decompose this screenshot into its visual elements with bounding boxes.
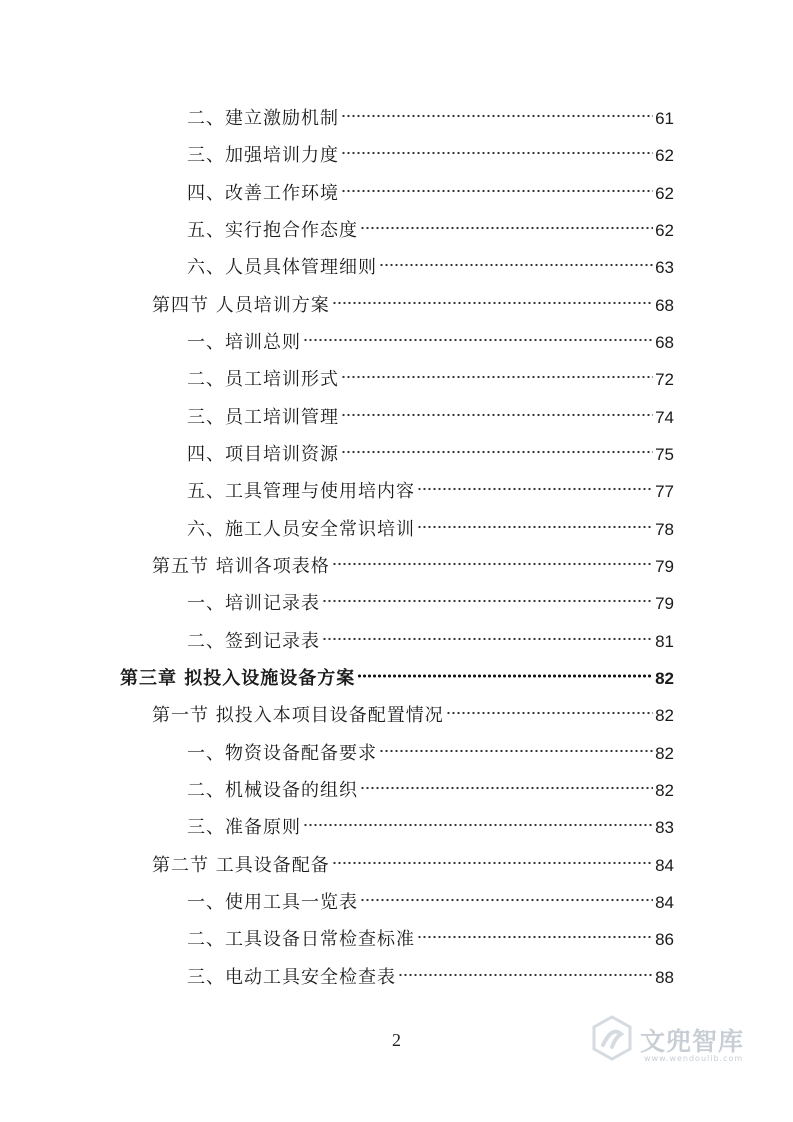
toc-entry-title: 一、培训记录表 <box>187 593 320 614</box>
toc-entry-page: 82 <box>655 706 674 725</box>
toc-entry-page: 86 <box>655 930 674 949</box>
toc-entry-title: 六、人员具体管理细则 <box>187 257 377 278</box>
toc-entry-page: 62 <box>655 184 674 203</box>
toc-dot-leader <box>398 972 653 978</box>
toc-dot-leader <box>417 524 653 530</box>
toc-entry-title: 三、员工培训管理 <box>187 407 339 428</box>
toc-dot-leader <box>303 822 653 828</box>
toc-entry[interactable] <box>187 141 674 171</box>
toc-entry-page: 82 <box>655 781 674 800</box>
toc-entry[interactable] <box>187 403 674 433</box>
toc-entry-title: 二、建立激励机制 <box>187 108 339 129</box>
toc-entry-page: 82 <box>655 669 674 688</box>
toc-entry-page: 88 <box>655 968 674 987</box>
toc-dot-leader <box>379 262 653 268</box>
page-number: 2 <box>392 1030 401 1050</box>
toc-entry[interactable] <box>152 851 674 881</box>
toc-entry-page: 78 <box>655 520 674 539</box>
toc-entry[interactable] <box>187 365 674 395</box>
toc-entry-page: 84 <box>655 856 674 875</box>
toc-entry-title: 第五节 培训各项表格 <box>152 556 330 577</box>
toc-entry-page: 68 <box>655 333 674 352</box>
toc-dot-leader <box>357 673 653 679</box>
toc-entry[interactable] <box>187 328 674 358</box>
toc-entry[interactable] <box>187 179 674 209</box>
toc-entry-title: 五、工具管理与使用培内容 <box>187 481 415 502</box>
toc-dot-leader <box>332 300 653 306</box>
toc-dot-leader <box>341 150 653 156</box>
toc-entry-page: 79 <box>655 594 674 613</box>
toc-entry[interactable] <box>187 813 674 843</box>
toc-entry-title: 二、机械设备的组织 <box>187 780 358 801</box>
toc-dot-leader <box>322 598 653 604</box>
toc-entry[interactable] <box>152 552 674 582</box>
toc-entry-page: 63 <box>655 258 674 277</box>
toc-dot-leader <box>446 710 653 716</box>
toc-dot-leader <box>341 113 653 119</box>
toc-entry[interactable] <box>187 627 674 657</box>
toc-entry[interactable] <box>187 888 674 918</box>
toc-chapter-entry[interactable] <box>120 664 674 694</box>
toc-dot-leader <box>303 337 653 343</box>
brand-logo-icon <box>588 1014 636 1062</box>
toc-entry-title: 一、培训总则 <box>187 332 301 353</box>
toc-dot-leader <box>360 785 653 791</box>
toc-entry-title: 一、使用工具一览表 <box>187 892 358 913</box>
toc-entry[interactable] <box>152 291 674 321</box>
toc-entry-title: 四、改善工作环境 <box>187 183 339 204</box>
toc-entry-title: 二、签到记录表 <box>187 631 320 652</box>
toc-dot-leader <box>417 486 653 492</box>
toc-entry-page: 79 <box>655 557 674 576</box>
toc-entry-page: 62 <box>655 221 674 240</box>
toc-dot-leader <box>322 636 653 642</box>
toc-dot-leader <box>341 449 653 455</box>
toc-entry-page: 62 <box>655 146 674 165</box>
toc-entry-page: 84 <box>655 893 674 912</box>
watermark-brand-name: 文兜智库 <box>640 1027 745 1056</box>
toc-entry-title: 五、实行抱合作态度 <box>187 220 358 241</box>
toc-entry-page: 83 <box>655 818 674 837</box>
toc-dot-leader <box>360 897 653 903</box>
toc-entry-title: 三、电动工具安全检查表 <box>187 967 396 988</box>
toc-entry-title: 三、加强培训力度 <box>187 145 339 166</box>
toc-entry[interactable] <box>152 701 674 731</box>
toc-entry[interactable] <box>187 925 674 955</box>
toc-entry-title: 六、施工人员安全常识培训 <box>187 519 415 540</box>
toc-entry[interactable] <box>187 104 674 134</box>
toc-entry-title: 二、工具设备日常检查标准 <box>187 929 415 950</box>
toc-dot-leader <box>341 374 653 380</box>
toc-entry-title: 第一节 拟投入本项目设备配置情况 <box>152 705 444 726</box>
toc-entry[interactable] <box>187 515 674 545</box>
toc-entry-title: 第四节 人员培训方案 <box>152 295 330 316</box>
toc-entry-page: 72 <box>655 370 674 389</box>
toc-entry-page: 68 <box>655 296 674 315</box>
toc-entry-page: 61 <box>655 109 674 128</box>
toc-entry[interactable] <box>187 589 674 619</box>
toc-dot-leader <box>332 860 653 866</box>
toc-entry[interactable] <box>187 216 674 246</box>
toc-entry-title: 第三章 拟投入设施设备方案 <box>120 668 356 689</box>
toc-dot-leader <box>332 561 653 567</box>
watermark-url: www.wendoulib.com <box>644 1054 744 1063</box>
toc-entry-page: 75 <box>655 445 674 464</box>
toc-entry-page: 82 <box>655 744 674 763</box>
toc-entry[interactable] <box>187 739 674 769</box>
toc-entry-title: 四、项目培训资源 <box>187 444 339 465</box>
toc-entry-title: 三、准备原则 <box>187 817 301 838</box>
toc-dot-leader <box>341 188 653 194</box>
toc-entry[interactable] <box>187 776 674 806</box>
toc-entry-title: 第二节 工具设备配备 <box>152 855 330 876</box>
toc-entry-page: 74 <box>655 408 674 427</box>
toc-entry[interactable] <box>187 477 674 507</box>
toc-entry-title: 一、物资设备配备要求 <box>187 743 377 764</box>
toc-entry[interactable] <box>187 963 674 993</box>
watermark <box>588 1010 783 1076</box>
toc-dot-leader <box>417 934 653 940</box>
toc-dot-leader <box>379 748 653 754</box>
toc-entry[interactable] <box>187 440 674 470</box>
toc-dot-leader <box>360 225 653 231</box>
toc-entry[interactable] <box>187 253 674 283</box>
toc-dot-leader <box>341 412 653 418</box>
toc-entry-title: 二、员工培训形式 <box>187 369 339 390</box>
toc-entry-page: 77 <box>655 482 674 501</box>
toc-entry-page: 81 <box>655 632 674 651</box>
